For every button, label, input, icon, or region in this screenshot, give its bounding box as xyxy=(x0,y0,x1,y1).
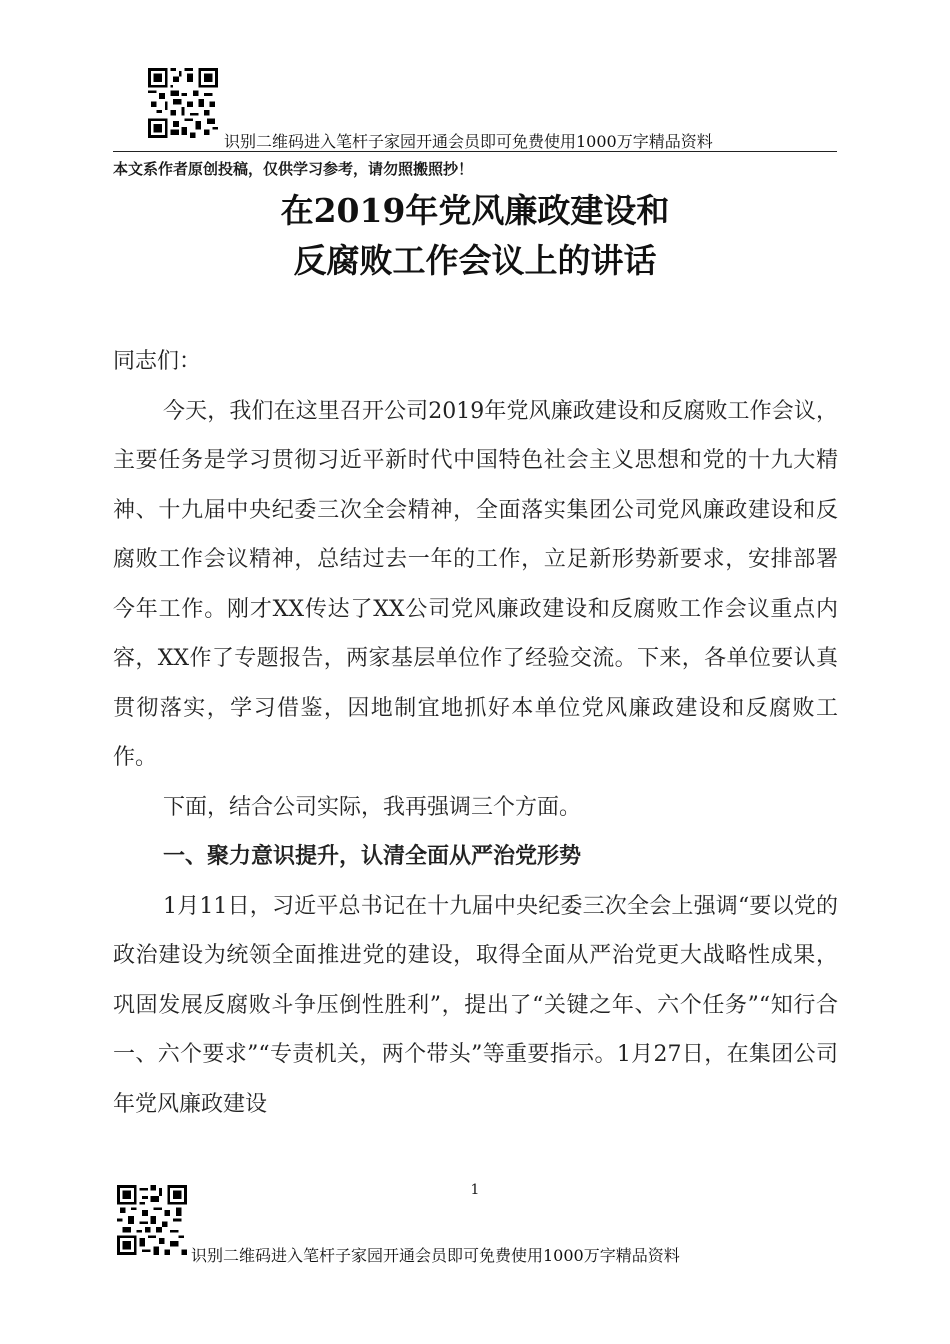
paragraph: 今天，我们在这里召开公司2019年党风廉政建设和反腐败工作会议，主要任务是学习贯彻习近平新时代中国特色社会主义思想和党的十九大精神、十九届中央纪委三次全会精神，全面落实集团公司党风廉政建设和反腐败工作会议精神，总结过去一年的工作，立足新形势新要求，安排部署今年工作。刚才XX传达了XX公司党风廉政建设和反腐败工作会议重点内容，XX作了专题报告，两家基层单位作了经验交流。下来，各单位要认真贯彻落实，学习借鉴，因地制宜地抓好本单位党风廉政建设和反腐败工作。 xyxy=(113,398,838,770)
document-body xyxy=(113,337,838,1129)
qr-code-top[interactable] xyxy=(148,68,218,138)
paragraph: 下面，结合公司实际，我再强调三个方面。 xyxy=(163,794,582,820)
document-title xyxy=(0,186,950,286)
promo-text-bottom: 识别二维码进入笔杆子家园开通会员即可免费使用1000万字精品资料 xyxy=(191,1246,680,1265)
title-line-2: 反腐败工作会议上的讲话 xyxy=(293,241,657,280)
header-divider xyxy=(113,151,837,152)
section-heading: 一、聚力意识提升，认清全面从严治党形势 xyxy=(163,844,582,869)
page-number: 1 xyxy=(470,1182,480,1198)
promo-text-top: 识别二维码进入笔杆子家园开通会员即可免费使用1000万字精品资料 xyxy=(224,132,713,151)
salutation: 同志们： xyxy=(113,349,202,374)
qr-code-bottom[interactable] xyxy=(117,1185,187,1255)
copyright-notice: 本文系作者原创投稿，仅供学习参考，请勿照搬照抄！ xyxy=(113,160,474,178)
paragraph: 1月11日，习近平总书记在十九届中央纪委三次全会上强调“要以党的政治建设为统领全面推进党的建设，取得全面从严治党更大战略性成果，巩固发展反腐败斗争压倒性胜利”，提出了“关键之年、六个任务”“知行合一、六个要求”“专责机关，两个带头”等重要指示。1月27日，在集团公司年党风廉政建设 xyxy=(113,893,838,1117)
title-line-1: 在2019年党风廉政建设和 xyxy=(280,191,670,230)
